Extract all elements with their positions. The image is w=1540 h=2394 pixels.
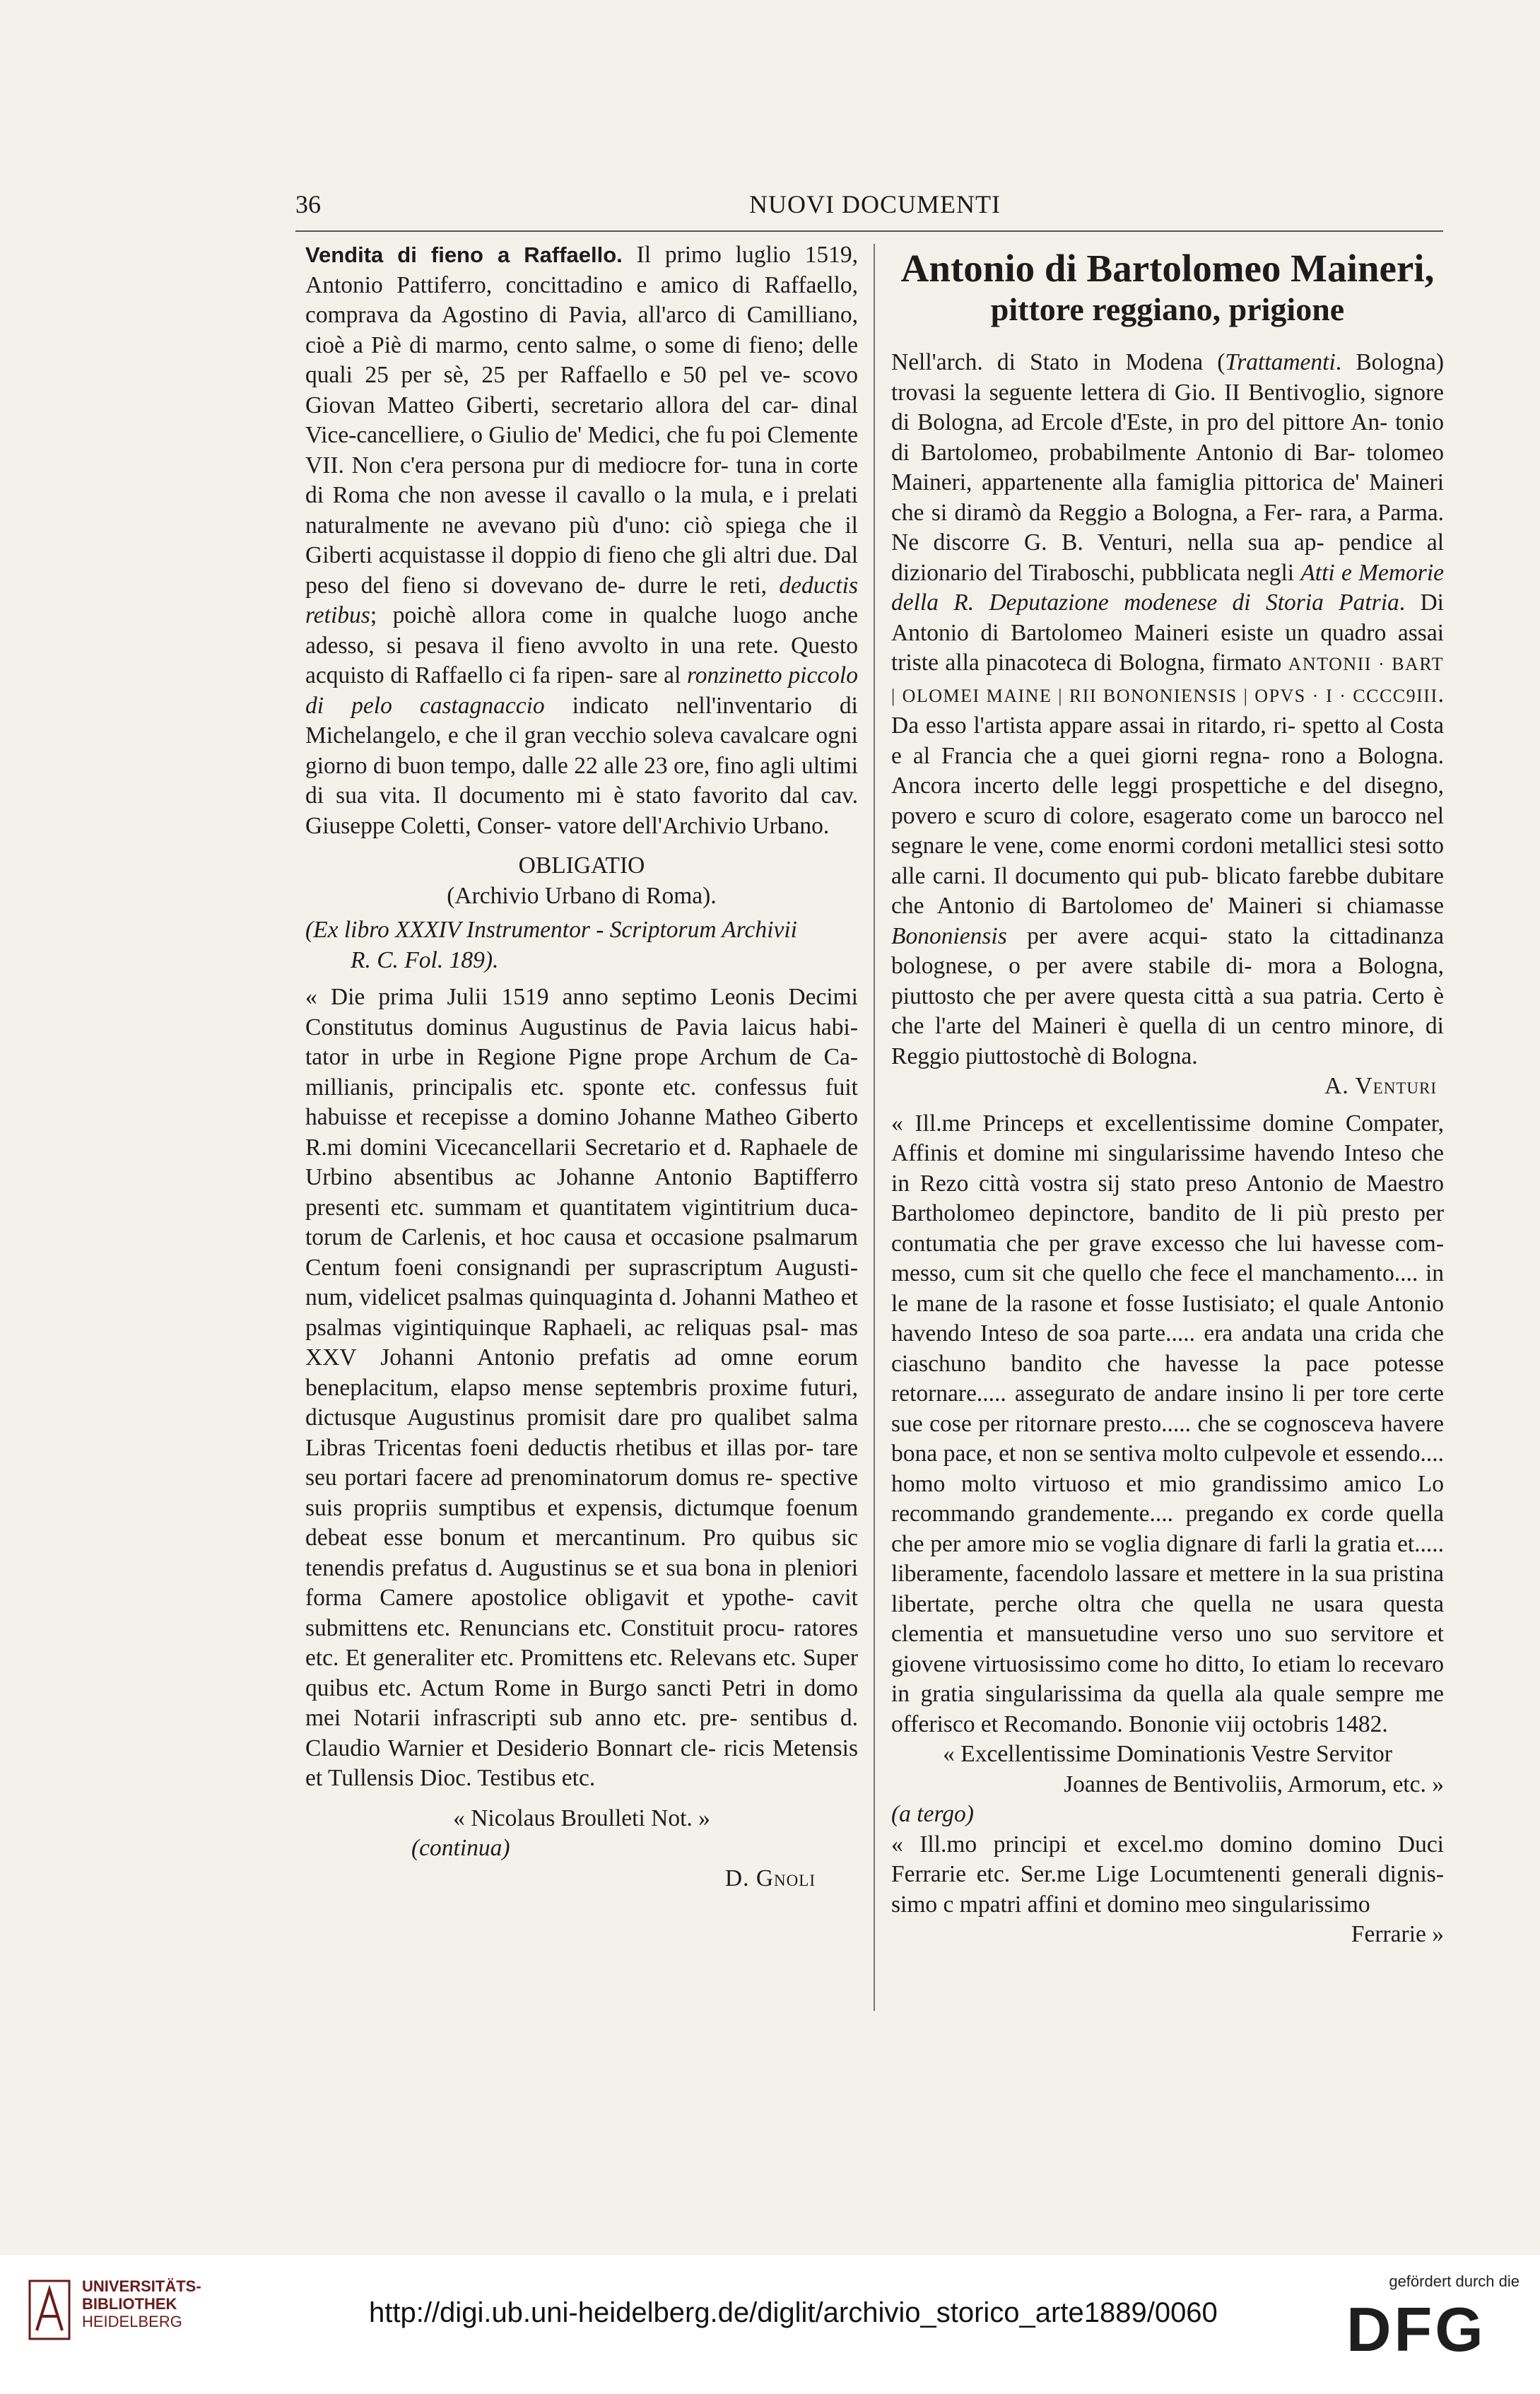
author-signature: A. Venturi — [1324, 1073, 1437, 1099]
ex-libro-line: (Ex libro XXXIV Instrumentor - Scriptorum Archivii — [305, 917, 797, 943]
maineri-paragraph: Nell'arch. di Stato in Modena (Trattamenti. Bologna) trovasi la seguente lettera di Gio. II Bentivoglio, signore di Bologna, ad Ercole d'Este, in pro del pittore An- tonio di Bartolomeo, probabilmente Antonio di Bar- tolomeo Maineri, appartenente alla famiglia pittorica de' Maineri che si diramò da Reggio a Bologna, a Fer- rara, a Parma. Ne discorre G. B. Venturi, nella sua ap- pendice al dizionario del Tiraboschi, pubblicata negli Atti e Memorie della R. Deputazione modenese di Storia Patria. Di Antonio di Bartolomeo Maineri esiste un quadro assai triste alla pinacoteca di Bologna, firmato ANTONII · BART | OLOMEI MAINE | RII BONONIENSIS | OPVS · I · CCCC9III. Da esso l'artista appare assai in ritardo, ri- spetto al Costa e al Francia che a quei giorni regna- rono a Bologna. Ancora incerto delle leggi prospettiche e del disegno, povero e scuro di colore, esagerato come un barocco nel segnare le vene, come enormi cordoni metallici stesi sotto alle carni. Il documento qui pub- blicato farebbe dubitare che Antonio di Bartolomeo de' Maineri si chiamasse Bononiensis per avere acqui- stato la cittadinanza bolognese, o per avere stabile di- mora a Bologna, piuttosto che per avere questa città a sua patria. Certo è che l'arte del Maineri è quella di un centro minore, di Reggio piuttostochè di Bologna. — [891, 349, 1445, 1069]
page-number: 36 — [295, 190, 321, 218]
sale-paragraph: Vendita di fieno a Raffaello. Il primo luglio 1519, Antonio Pattiferro, concittadino e amico di Raffaello, comprava da Agostino di Pavia, all'arco di Camilliano, cioè a Piè di marmo, cento salme, o some di fieno; delle quali 25 per sè, 25 per Raffaello e 50 pel ve- scovo Giovan Matteo Giberti, secretario allora del car- dinal Vice-cancelliere, o Giulio de' Medici, che fu poi Clemente VII. Non c'era persona pur di mediocre for- tuna in corte di Roma che non avesse il cavallo o la mula, e i prelati naturalmente ne avevano più d'uno: ciò spiega che il Giberti acquistasse il doppio di fieno che gli altri due. Dal peso del fieno si dovevano de- durre le reti, deductis retibus; poichè allora come in qualche luogo anche adesso, si pesava il fieno avvolto in una rete. Questo acquisto di Raffaello ci fa ripen- sare al ronzinetto piccolo di pelo castagnaccio indicato nell'inventario di Michelangelo, e che il gran vecchio soleva cavalcare ogni giorno di buon tempo, dalle 22 alle 23 ore, fino agli ultimi di sua vita. Il documento mi è stato favorito dal cav. Giuseppe Coletti, Conser- vatore dell'Archivio Urbano. — [305, 242, 859, 839]
letter-closing: « Excellentissime Dominationis Vestre Servitor — [943, 1741, 1392, 1767]
header-rule — [295, 230, 1443, 232]
library-name: UNIVERSITÄTS- BIBLIOTHEK HEIDELBERG — [82, 2277, 201, 2330]
right-column — [891, 240, 1444, 1950]
running-title: NUOVI DOCUMENTI — [749, 190, 1001, 218]
painting-inscription: ANTONII · BART | OLOMEI MAINE | RII BONONIENSIS | OPVS · — [891, 654, 1444, 706]
obligatio-title: OBLIGATIO — [518, 852, 645, 879]
run-head: Vendita di fieno a Raffaello. — [305, 242, 623, 267]
a-tergo-label: (a tergo) — [891, 1801, 974, 1827]
obligatio-source: (Archivio Urbano di Roma). — [447, 882, 717, 909]
column-divider — [874, 244, 875, 2011]
left-column — [305, 240, 858, 1894]
author-signature: D. Gnoli — [724, 1865, 816, 1891]
university-library-logo-icon — [28, 2279, 71, 2340]
letter-address-city: Ferrarie » — [1351, 1921, 1444, 1947]
letter-closing: Joannes de Bentivoliis, Armorum, etc. » — [1064, 1771, 1444, 1797]
bentivoglio-letter: « Ill.me Princeps et excellentissime domine Compater, Affinis et domine mi singularissime havendo Inteso che in Rezo città vostra sij stato preso Antonio de Maestro Bartholomeo depinctore, bandito de li più presto per contumatia che per grave excesso che lui havesse com- messo, cum sit che quello che fece el manchamento.... in le mane de la rasone et fosse Iustisiato; el quale Antonio havendo Inteso de soa parte..... era andata una crida che ciaschuno bandito che havesse la pace potesse retornare..... assegurato de andare insino li per tore certe sue cose per ritornare presto..... che se cognosceva havere bona pace, et non se sentiva molto culpevole et essendo.... homo molto virtuoso et mio grandissimo amico Lo recommando grandemente.... pregando ex corde quella che per amore mio se voglia dignare di farli la gratia et..... liberamente, facendolo lassare et mettere in la sua pristina libertate, perche oltra che quella ne usara questa clementia et mansuetudine verso uno suo servitore et giovene virtuosissimo come ho ditto, Io etiam lo recevaro in gratia singularissima da quella ala quale sempre me offerisco et Recomando. Bononie viij octobris 1482. — [891, 1110, 1445, 1737]
ex-libro-line: R. C. Fol. 189). — [351, 946, 499, 973]
funding-note: gefördert durch die — [1389, 2272, 1520, 2290]
latin-deed: « Die prima Julii 1519 anno septimo Leonis Decimi Constitutus dominus Augustinus de Pavia laicus habi- tator in urbe in Regione Pigne prope Archum de Ca- millianis, principalis etc. sponte etc. confessus fuit habuisse et recepisse a domino Johanne Matheo Giberto R.mi domini Vicecancellarii Secretario et d. Raphaele de Urbino absentibus ac Johanne Antonio Baptifferro presenti etc. summam et quantitatem vigintitrium duca- torum de Carlenis, et hoc causa et occasione psalmarum Centum foeni consignandi per suprascriptum Augusti- num, videlicet psalmas quinquaginta d. Johanni Matheo et psalmas vigintiquinque Raphaeli, ac reliquas psal- mas XXV Johanni Antonio prefatis ad omne eorum beneplacitum, elapso mense septembris proxime futuri, dictusque Augustinus promisit dare pro qualibet salma Libras Tricentas foeni deductis rhetibus et illas por- tare seu portari facere ad prenominatorum domus re- spective suis propriis sumptibus et expensis, dictumque foenum debeat esse bonum et mercantinum. Pro quibus sic tenendis prefatus d. Augustinus se et sua bona in pleniori forma Camere apostolice obligavit et ypothe- cavit submittens etc. Renuncians etc. Constituit procu- ratores etc. Et generaliter etc. Promittens etc. Relevans etc. Super quibus etc. Actum Rome in Burgo sancti Petri in domo mei Notarii infrascripti sub anno etc. pre- sentibus d. Claudio Warnier et Desiderio Bonnart cle- ricis Metensis et Tullensis Dioc. Testibus etc. — [305, 984, 859, 1791]
continua-note: (continua) — [411, 1835, 510, 1861]
permalink-url[interactable]: http://digi.ub.uni-heidelberg.de/diglit/archivio_storico_arte1889/0060 — [369, 2297, 1218, 2328]
article-title: Antonio di Bartolomeo Maineri, — [900, 247, 1435, 290]
notary-signature: « Nicolaus Broulleti Not. » — [453, 1805, 710, 1831]
letter-address: « Ill.mo principi et excel.mo domino domino Duci Ferrarie etc. Ser.me Lige Locumtenenti generali dignis- simo c mpatri affini et domino meo singularissimo — [891, 1831, 1444, 1918]
dfg-logo: DFG — [1346, 2294, 1486, 2364]
article-subtitle: pittore reggiano, prigione — [990, 291, 1345, 327]
